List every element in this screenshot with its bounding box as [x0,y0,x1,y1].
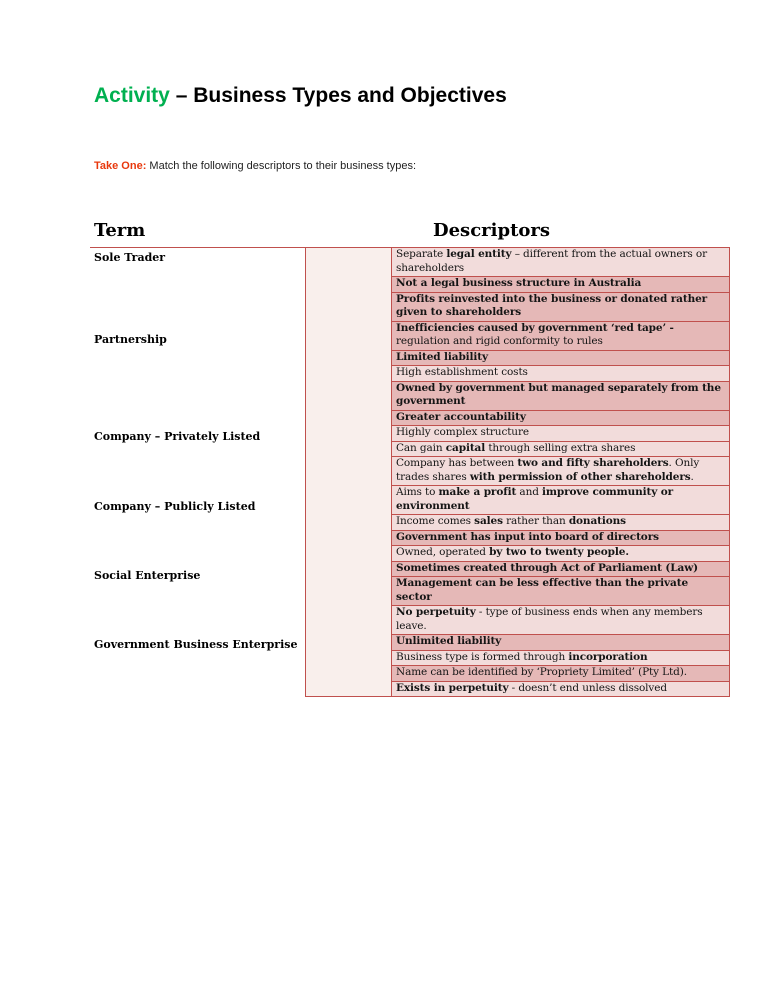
descriptor-text-bold: by two to twenty people. [489,546,629,558]
descriptor-row [391,530,730,547]
term-label: Government Business Enterprise [94,638,298,651]
descriptor-row [391,650,730,667]
instruction-line [94,160,416,172]
descriptor-text: Can gain [396,441,446,454]
descriptor-text-bold: Limited liability [396,350,488,363]
descriptor-text-bold: make a profit [438,486,517,498]
descriptor-text-bold: incorporation [568,650,648,663]
descriptor-row [391,456,730,486]
descriptor-text: Income comes [396,515,475,527]
descriptor-text-bold: No perpetuity [396,606,476,618]
term-label: Social Enterprise [94,569,201,582]
terms-column [90,247,305,697]
descriptor-text-bold: improve community or environment [396,486,674,512]
descriptor-text-bold: Inefficiencies caused by government ‘red tape’ - [396,321,674,334]
descriptor-text-bold: Owned by government but managed separately from the government [396,381,721,407]
descriptor-text: through selling extra shares [485,441,636,454]
instruction-text: Match the following descriptors to their business types: [146,160,417,172]
descriptor-text: Owned, operated [396,546,490,558]
descriptor-row [391,605,730,635]
descriptor-row [391,321,730,351]
descriptor-text-bold: Greater accountability [396,410,526,423]
descriptor-text: regulation and rigid conformity to rules [396,335,603,347]
term-label: Company – Publicly Listed [94,500,256,513]
descriptor-text: – different from the actual owners or shareholders [396,248,707,274]
descriptor-text-bold: donations [568,515,626,527]
page-title [94,84,507,108]
matching-table [90,247,731,697]
table-column-headers [0,220,768,244]
descriptor-row [391,425,730,442]
descriptor-row [391,350,730,367]
descriptor-row [391,514,730,531]
descriptor-text-bold: Not a legal business structure in Australia [396,277,642,289]
descriptor-row [391,485,730,515]
title-highlight: Activity [94,84,170,107]
descriptor-text: Company has between [396,457,518,469]
descriptor-text-bold: Exists in perpetuity [396,681,509,694]
descriptor-row [391,292,730,322]
descriptor-text: Aims to [396,486,439,498]
descriptor-row [391,545,730,562]
term-label: Partnership [94,333,167,346]
term-label: Company – Privately Listed [94,430,261,443]
descriptor-text-bold: Sometimes created through Act of Parliament (Law) [396,561,698,574]
descriptor-row [391,665,730,682]
term-column-header: Term [94,220,146,241]
descriptor-text: Separate [396,248,447,260]
title-rest: – Business Types and Objectives [169,84,507,107]
descriptor-row [391,381,730,411]
descriptor-row [391,247,730,277]
descriptor-row [391,561,730,578]
descriptor-text-bold: Government has input into board of directors [396,530,659,543]
descriptor-row [391,634,730,651]
instruction-lead: Take One: [94,160,147,172]
descriptor-text-bold: Unlimited liability [396,635,502,647]
descriptor-text-bold: sales [474,515,503,527]
descriptor-row [391,681,730,698]
descriptor-text: . [690,470,694,483]
term-label: Sole Trader [94,251,166,264]
descriptor-row [391,410,730,427]
descriptor-row [391,276,730,293]
descriptor-row [391,365,730,382]
descriptor-text-bold: Management can be less effective than the private sector [396,577,689,603]
descriptor-text-bold: two and fifty shareholders [517,457,669,469]
descriptor-text: - doesn’t end unless dissolved [508,681,667,694]
descriptor-text-bold: legal entity [446,248,512,260]
descriptor-text: . Only trades shares [396,457,700,483]
descriptor-text: and [516,486,543,498]
descriptors-column [391,247,730,697]
descriptor-text-bold: capital [445,441,486,454]
descriptor-text: rather than [502,515,569,527]
answer-column[interactable] [305,247,392,697]
descriptors-column-header: Descriptors [433,220,550,241]
descriptor-text-bold: with permission of other shareholders [469,470,691,483]
descriptor-text: Highly complex structure [396,426,529,438]
descriptor-text: High establishment costs [396,366,528,378]
descriptor-row [391,576,730,606]
descriptor-row [391,441,730,458]
descriptor-text: Business type is formed through [396,650,569,663]
descriptor-text-bold: Profits reinvested into the business or donated rather given to shareholders [396,292,708,318]
descriptor-text: Name can be identified by ‘Propriety Limited’ (Pty Ltd). [396,666,687,678]
descriptor-text: - type of business ends when any members leave. [396,606,703,632]
